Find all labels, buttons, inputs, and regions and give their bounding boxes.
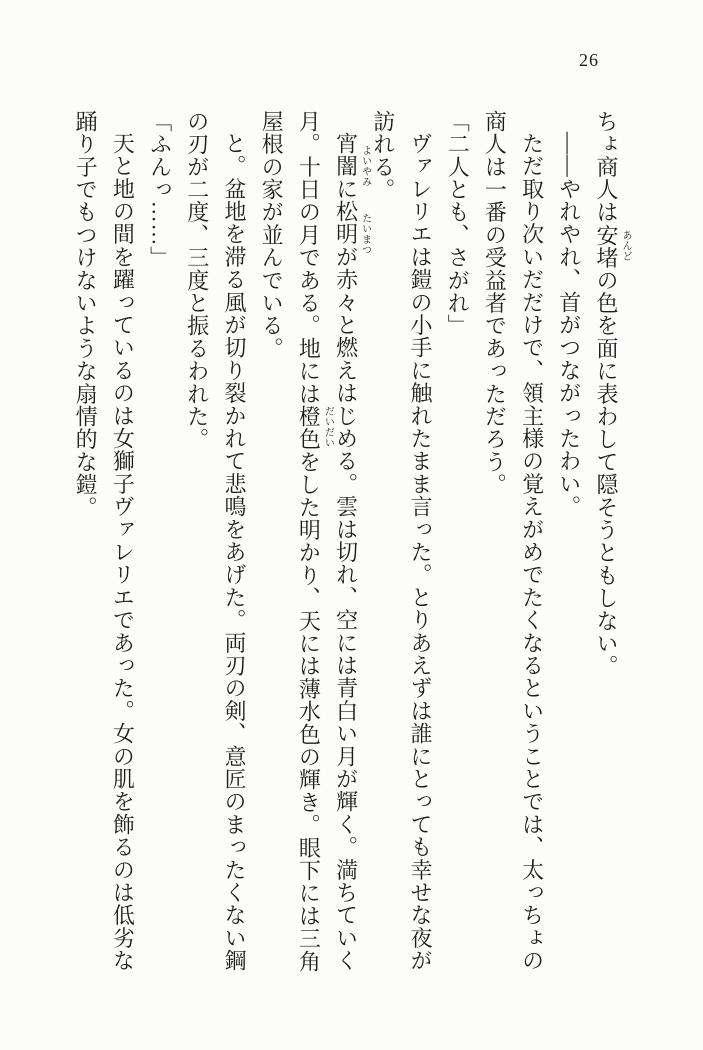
paragraph: ――やれやれ、首がつながったわい。: [556, 132, 582, 518]
furigana: よいやみ: [359, 144, 371, 187]
paragraph: 天と地の間を躍っているのは女獅子ヴァレリエであった。女の肌を飾るのは低劣な踊り子でもつけないような扇情的な鎧。: [73, 110, 136, 972]
paragraph: 宵闇 よいやみ に松明 たいまつ が赤々と燃えはじめる。雲は切れ、空には青白い月が輝く。満ちていく月。十日の月である。地には橙 だいだい 色をした明かり、天には薄水色の輝き。眼下には三角屋根の家が並んでいる。: [259, 110, 371, 973]
ruby-annotated-text: 橙 だいだい: [296, 405, 321, 428]
furigana: だいだい: [322, 406, 334, 449]
paragraph: ヴァレリエは鎧の小手に触れたまま言った。とりあえずは誰にとっても幸せな夜が訪れる。: [370, 110, 433, 972]
ruby-annotated-text: 松明 たいまつ: [334, 200, 359, 245]
page-number: 26: [579, 50, 599, 70]
ruby-annotated-text: 安堵 あんど: [594, 223, 631, 269]
text-block: [67, 110, 631, 973]
paragraph: ただ取り次いだだけで、領主様の覚えがめでたくなるということでは、太っちょの商人は一番の受益者であっただろう。: [482, 110, 545, 972]
ruby-annotated-text: 宵闇 よいやみ: [334, 132, 359, 177]
paragraph: 「二人とも、さがれ」: [445, 110, 471, 337]
furigana: たいまつ: [359, 212, 371, 255]
paragraph: 「ふんっ……」: [147, 110, 173, 269]
paragraph: と。盆地を滞る風が切り裂かれて悲鳴をあげた。両刃の剣、意匠のまったくない鋼の刃が二度、三度と振るわれた。: [184, 110, 247, 972]
furigana: あんど: [620, 230, 631, 262]
paragraph: ちょ商人は安堵 あんど の色を面に表わして隠そうともしない。: [594, 110, 631, 678]
